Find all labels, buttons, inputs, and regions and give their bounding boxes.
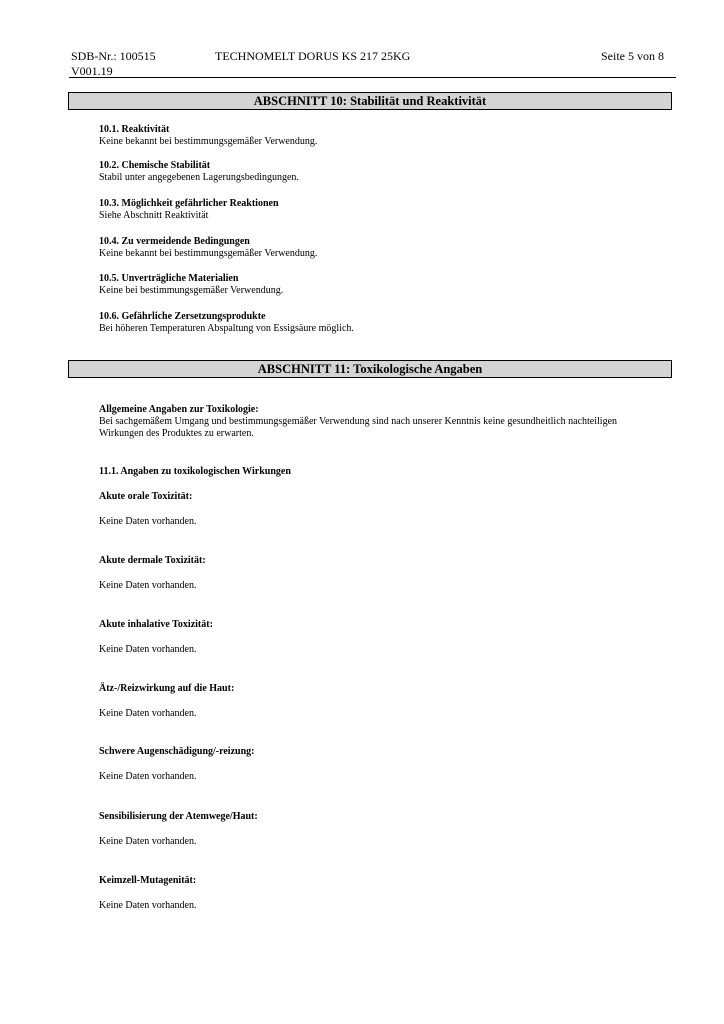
tox-item-text: Keine Daten vorhanden.	[99, 708, 197, 719]
section-11-title: ABSCHNITT 11: Toxikologische Angaben	[68, 360, 672, 378]
tox-item-heading: Sensibilisierung der Atemwege/Haut:	[99, 811, 258, 822]
section-10-title: ABSCHNITT 10: Stabilität und Reaktivität	[68, 92, 672, 110]
item-text: Siehe Abschnitt Reaktivität	[99, 210, 209, 221]
section-10-item	[99, 124, 674, 148]
tox-item-heading: Ätz-/Reizwirkung auf die Haut:	[99, 683, 235, 694]
item-heading: 10.4. Zu vermeidende Bedingungen	[99, 236, 250, 247]
item-heading: 10.5. Unverträgliche Materialien	[99, 273, 239, 284]
item-heading: 10.3. Möglichkeit gefährlicher Reaktionen	[99, 198, 279, 209]
item-text: Keine bekannt bei bestimmungsgemäßer Verwendung.	[99, 248, 318, 259]
section-10-item	[99, 311, 674, 335]
item-text: Stabil unter angegebenen Lagerungsbedingungen.	[99, 172, 299, 183]
section-10-item	[99, 160, 674, 184]
subsection-11-1: 11.1. Angaben zu toxikologischen Wirkungen	[99, 466, 291, 477]
page-number: Seite 5 von 8	[601, 49, 664, 63]
general-toxicology	[99, 404, 674, 440]
section-10-item	[99, 273, 674, 297]
tox-item-heading: Keimzell-Mutagenität:	[99, 875, 197, 886]
tox-item-heading: Akute inhalative Toxizität:	[99, 619, 213, 630]
tox-item-heading: Akute orale Toxizität:	[99, 491, 193, 502]
item-heading: 10.2. Chemische Stabilität	[99, 160, 211, 171]
sdb-number: SDB-Nr.: 100515	[71, 49, 156, 63]
version-number: V001.19	[71, 64, 113, 78]
tox-item-text: Keine Daten vorhanden.	[99, 900, 197, 911]
general-text-line-2: Wirkungen des Produktes zu erwarten.	[99, 428, 254, 439]
general-heading: Allgemeine Angaben zur Toxikologie:	[99, 404, 259, 415]
item-heading: 10.6. Gefährliche Zersetzungsprodukte	[99, 311, 266, 322]
item-heading: 10.1. Reaktivität	[99, 124, 170, 135]
section-10-item	[99, 236, 674, 260]
tox-item-text: Keine Daten vorhanden.	[99, 516, 197, 527]
tox-item-text: Keine Daten vorhanden.	[99, 836, 197, 847]
product-name: TECHNOMELT DORUS KS 217 25KG	[215, 49, 411, 63]
item-text: Bei höheren Temperaturen Abspaltung von Essigsäure möglich.	[99, 323, 354, 334]
header-divider	[69, 77, 676, 78]
item-text: Keine bekannt bei bestimmungsgemäßer Verwendung.	[99, 136, 318, 147]
tox-item-heading: Schwere Augenschädigung/-reizung:	[99, 746, 255, 757]
section-10-item	[99, 198, 674, 222]
tox-item-text: Keine Daten vorhanden.	[99, 580, 197, 591]
tox-item-text: Keine Daten vorhanden.	[99, 771, 197, 782]
tox-item-heading: Akute dermale Toxizität:	[99, 555, 206, 566]
general-text-line-1: Bei sachgemäßem Umgang und bestimmungsgemäßer Verwendung sind nach unserer Kenntnis keine gesundheitlich nachteiligen	[99, 416, 618, 427]
item-text: Keine bei bestimmungsgemäßer Verwendung.	[99, 285, 284, 296]
tox-item-text: Keine Daten vorhanden.	[99, 644, 197, 655]
